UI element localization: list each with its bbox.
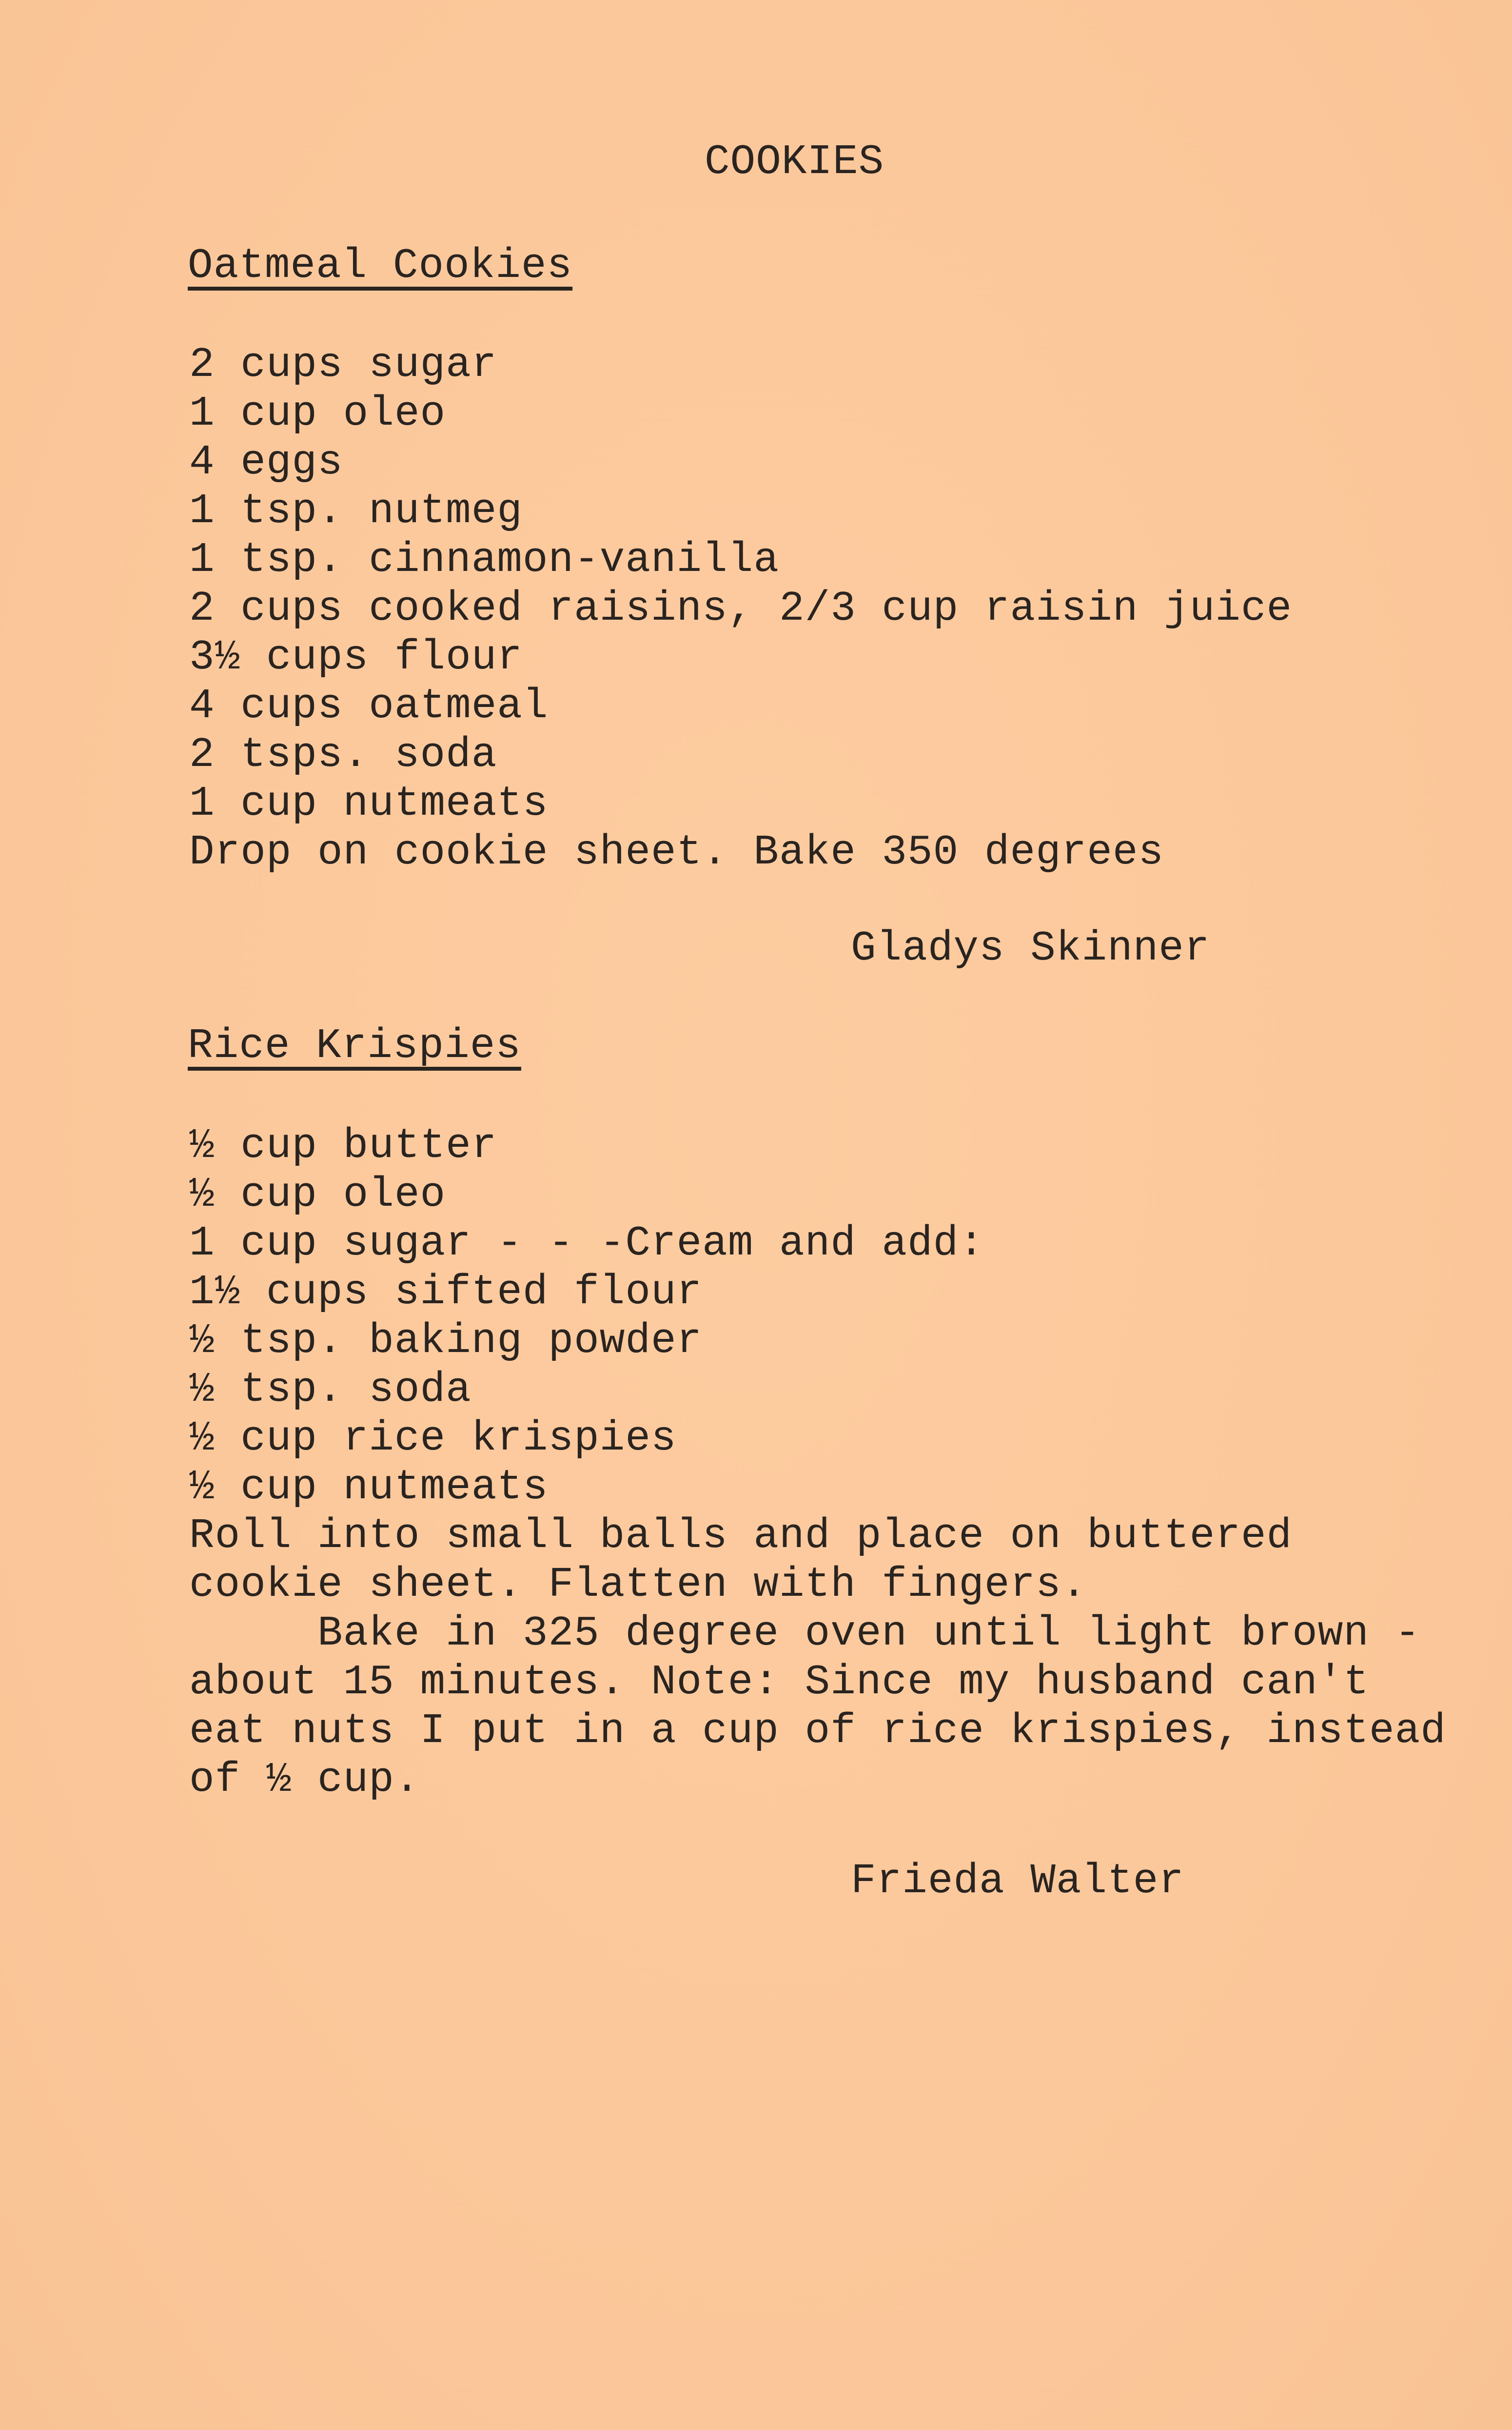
recipe-line: eat nuts I put in a cup of rice krispies, instead (189, 1707, 1446, 1755)
recipe-line: 1 cup nutmeats (189, 780, 549, 827)
recipe-line: ½ cup rice krispies (189, 1414, 677, 1462)
recipe-line: ½ cup oleo (189, 1171, 446, 1218)
recipe-line: 4 eggs (189, 438, 343, 486)
recipe-line: cookie sheet. Flatten with fingers. (189, 1561, 1087, 1608)
recipe-line: 3½ cups flour (189, 633, 523, 681)
recipe-line: Bake in 325 degree oven until light brown - (189, 1609, 1421, 1657)
recipe-author: Frieda Walter (851, 1857, 1184, 1905)
recipe-line: 1½ cups sifted flour (189, 1268, 703, 1316)
recipe-line: of ½ cup. (189, 1756, 420, 1803)
recipe-line: 2 cups cooked raisins, 2/3 cup raisin juice (189, 585, 1293, 632)
recipe-line: 1 tsp. nutmeg (189, 487, 523, 535)
recipe-author: Gladys Skinner (851, 924, 1210, 972)
page-title: COOKIES (705, 138, 884, 186)
recipe-line: about 15 minutes. Note: Since my husband can't (189, 1658, 1369, 1706)
recipe-line: Roll into small balls and place on buttered (189, 1512, 1293, 1560)
recipe-title-rice-krispies: Rice Krispies (188, 1022, 521, 1070)
recipe-line: 4 cups oatmeal (189, 682, 549, 730)
recipe-line: 1 cup sugar - - -Cream and add: (189, 1219, 984, 1267)
recipe-line: 1 tsp. cinnamon-vanilla (189, 536, 779, 584)
recipe-line: 2 tsps. soda (189, 731, 497, 779)
recipe-line: 2 cups sugar (189, 341, 497, 389)
recipe-line: ½ cup butter (189, 1122, 497, 1170)
recipe-line: ½ tsp. baking powder (189, 1317, 703, 1365)
recipe-title-oatmeal-cookies: Oatmeal Cookies (188, 242, 573, 290)
recipe-line: 1 cup oleo (189, 390, 446, 437)
recipe-line: ½ cup nutmeats (189, 1463, 549, 1511)
recipe-line: Drop on cookie sheet. Bake 350 degrees (189, 828, 1164, 876)
recipe-line: ½ tsp. soda (189, 1366, 471, 1413)
